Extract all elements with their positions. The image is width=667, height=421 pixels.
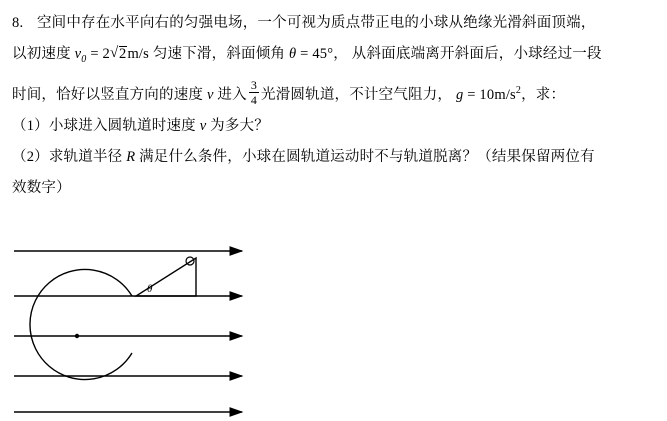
line3-suffix: ，求： bbox=[521, 86, 566, 103]
question-1-text: （1）小球进入圆轨道时速度 bbox=[12, 117, 196, 134]
circle-center-dot bbox=[75, 334, 79, 338]
problem-line-2 bbox=[12, 39, 657, 75]
sqrt-radicand: 2 bbox=[118, 46, 127, 62]
fraction-denominator: 4 bbox=[250, 93, 258, 108]
question-1 bbox=[12, 111, 657, 142]
circular-track bbox=[30, 270, 132, 380]
line2-coefficient: 2 bbox=[102, 46, 110, 62]
line3-prefix: 时间，恰好以竖直方向的速度 bbox=[12, 86, 204, 103]
line2-prefix: 以初速度 bbox=[12, 46, 71, 62]
line2-equals: = bbox=[90, 46, 99, 62]
question-2 bbox=[12, 142, 657, 173]
problem-line-3 bbox=[12, 75, 657, 111]
diagram-svg bbox=[14, 238, 314, 418]
line2-unit: m/s bbox=[127, 46, 149, 62]
field-lines bbox=[14, 251, 242, 412]
question-2-suffix: 满足什么条件，小球在圆轨道运动时不与轨道脱离？（结果保留两位有 bbox=[139, 148, 595, 165]
problem-line-1 bbox=[12, 8, 657, 39]
incline-angle-label: θ bbox=[147, 283, 153, 295]
symbol-theta: θ bbox=[288, 46, 297, 62]
line3-middle: 光滑圆轨道，不计空气阻力， bbox=[261, 86, 453, 103]
line3-g-value: = 10m/s bbox=[467, 86, 516, 103]
sqrt-group bbox=[110, 39, 127, 70]
fraction-numerator: 3 bbox=[250, 77, 258, 92]
symbol-g: g bbox=[455, 86, 464, 103]
line2-middle: 匀速下滑，斜面倾角 bbox=[152, 46, 286, 62]
problem-number: 8. bbox=[12, 15, 24, 31]
question-1-symbol-v: v bbox=[199, 117, 207, 134]
problem-text bbox=[12, 8, 657, 204]
physics-diagram bbox=[14, 238, 314, 418]
symbol-v: v bbox=[206, 86, 214, 103]
question-1-suffix: 为多大？ bbox=[210, 117, 269, 134]
inclined-plane bbox=[136, 257, 196, 296]
line3-enter: 进入 bbox=[217, 86, 247, 103]
line2-suffix: 从斜面底端离开斜面后，小球经过一段 bbox=[351, 46, 602, 62]
question-2-symbol-R: R bbox=[126, 148, 136, 165]
question-2-continued-text: 效数字） bbox=[12, 179, 71, 196]
symbol-v0-sub: 0 bbox=[81, 53, 87, 65]
problem-line-1-text: 空间中存在水平向右的匀强电场，一个可视为质点带正电的小球从绝缘光滑斜面顶端， bbox=[36, 15, 596, 31]
question-2-text: （2）求轨道半径 bbox=[12, 148, 123, 165]
fraction-three-quarters bbox=[249, 79, 259, 107]
track-arc bbox=[30, 270, 132, 380]
question-2-continued bbox=[12, 173, 657, 204]
line2-angle-value: = 45°， bbox=[300, 46, 348, 62]
line3-g-exponent: 2 bbox=[515, 84, 522, 96]
symbol-v0: v bbox=[74, 46, 82, 62]
